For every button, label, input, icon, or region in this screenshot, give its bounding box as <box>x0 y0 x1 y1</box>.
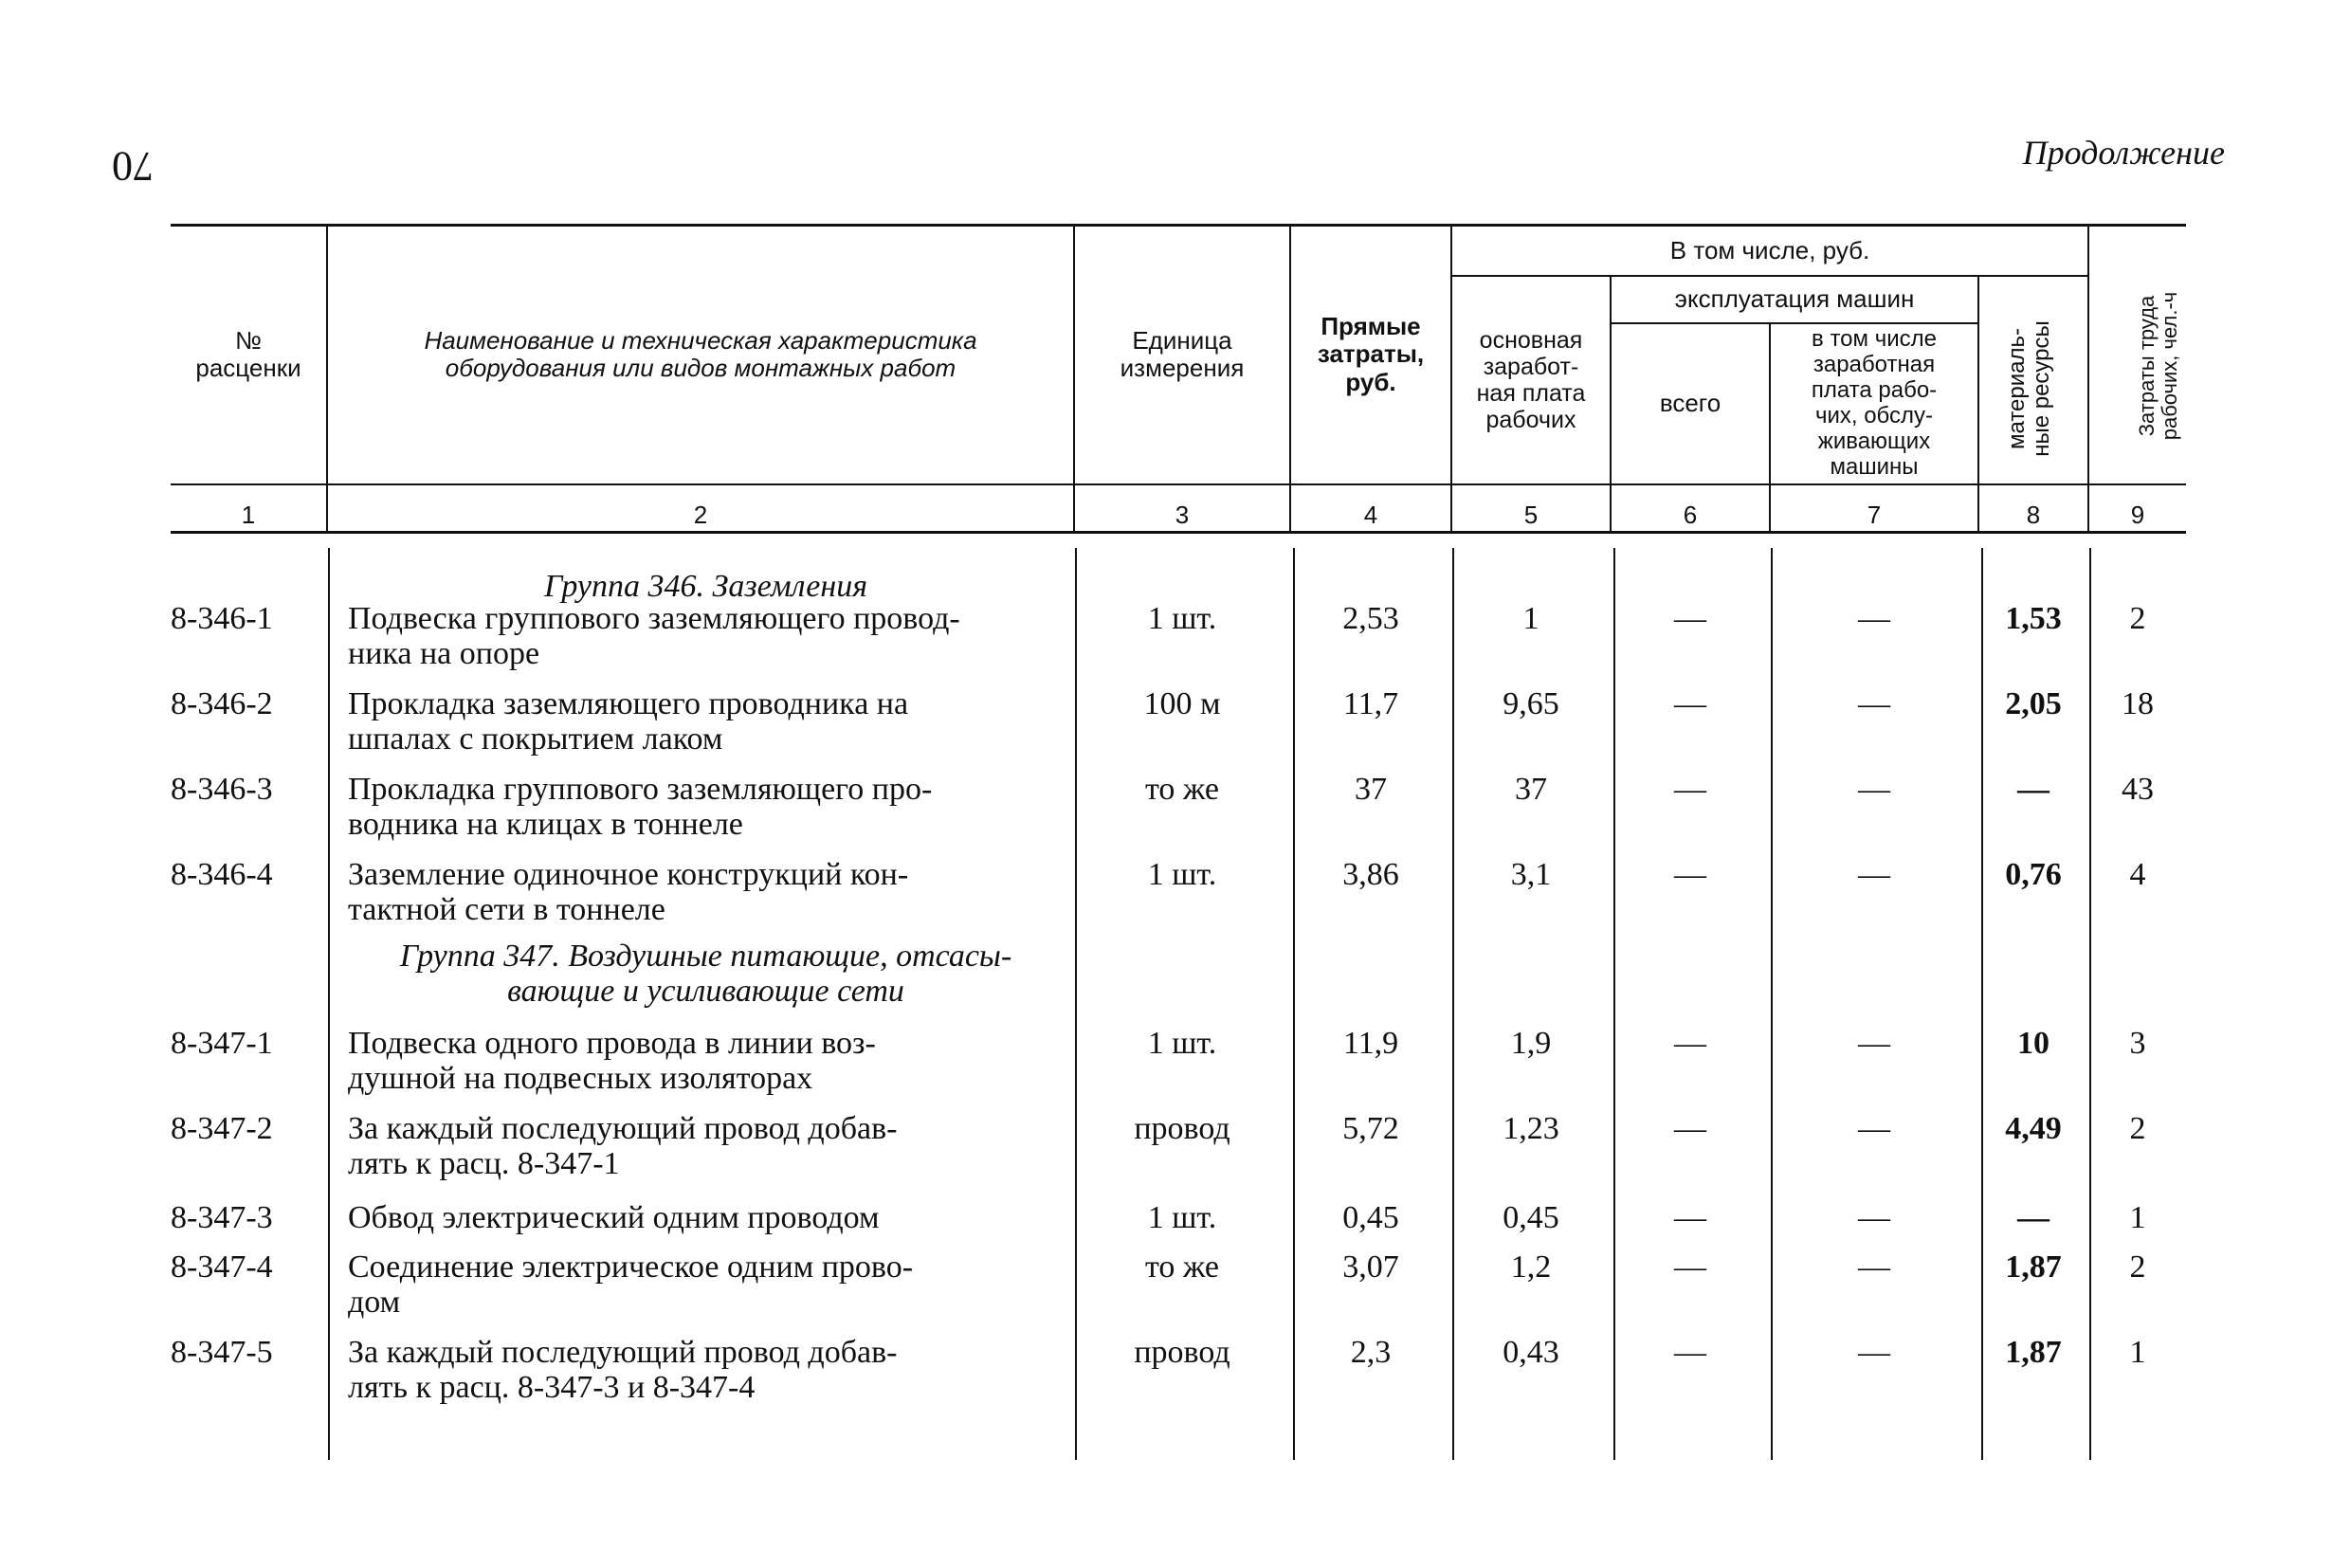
body-divider <box>1075 548 1077 1460</box>
cell-mach-total: — <box>1674 686 1706 721</box>
group-title: Группа 346. Заземления <box>543 569 867 604</box>
rate-code: 8-347-3 <box>171 1200 273 1235</box>
cell-direct: 3,07 <box>1342 1249 1399 1285</box>
cell-direct: 37 <box>1355 772 1387 807</box>
cell-mach-wage: — <box>1858 1026 1890 1061</box>
numbers-bottom-rule <box>171 531 2186 534</box>
cell-labor: 1 <box>2129 1335 2146 1370</box>
cell-wage: 0,45 <box>1503 1200 1559 1235</box>
header-unit: Единица измерения <box>1120 325 1245 382</box>
cell-materials: 1,87 <box>2005 1249 2062 1285</box>
col-number: 5 <box>1523 501 1539 529</box>
cell-direct: 11,7 <box>1342 686 1399 721</box>
cell-mach-wage: — <box>1858 601 1890 636</box>
cell-wage: 1,9 <box>1510 1026 1552 1061</box>
cell-unit: 100 м <box>1143 686 1221 721</box>
cell-mach-wage: — <box>1858 772 1890 807</box>
header-name: Наименование и техническая характеристика оборудования или видов монтажных работ <box>424 325 977 382</box>
cell-wage: 3,1 <box>1510 857 1552 892</box>
cell-materials: 2,05 <box>2005 686 2062 721</box>
cell-labor: 43 <box>2122 772 2154 807</box>
cell-materials: 1,87 <box>2005 1335 2062 1370</box>
cell-materials: 1,53 <box>2005 601 2062 636</box>
rate-code: 8-347-1 <box>171 1026 273 1061</box>
work-name: Прокладка заземляющего проводника на шпалах с покрытием лаком <box>348 686 909 757</box>
col-number: 3 <box>1175 501 1190 529</box>
cell-wage: 0,43 <box>1503 1335 1559 1370</box>
body-divider <box>1981 548 1983 1460</box>
cell-labor: 18 <box>2122 686 2154 721</box>
cell-labor: 2 <box>2129 601 2146 636</box>
header-labor: Затраты труда рабочих, чел.-ч <box>2135 291 2182 441</box>
cell-labor: 2 <box>2129 1249 2146 1285</box>
col-number: 2 <box>693 501 708 529</box>
cell-materials: 0,76 <box>2005 857 2062 892</box>
continuation-label: Продолжение <box>2022 134 2225 172</box>
rate-code: 8-346-2 <box>171 686 273 721</box>
cell-unit: 1 шт. <box>1147 1200 1217 1235</box>
cell-labor: 2 <box>2129 1111 2146 1146</box>
cell-materials: 4,49 <box>2005 1111 2062 1146</box>
cell-unit: провод <box>1134 1111 1230 1146</box>
work-name: За каждый последующий провод добав- лять к расц. 8-347-1 <box>348 1111 898 1182</box>
cell-unit: то же <box>1144 1249 1220 1285</box>
work-name: Заземление одиночное конструкций кон- тактной сети в тоннеле <box>348 857 909 928</box>
work-name: Прокладка группового заземляющего про- водника на клицах в тоннеле <box>348 772 933 843</box>
col-number: 9 <box>2130 501 2145 529</box>
body-divider <box>1452 548 1454 1460</box>
cell-unit: то же <box>1144 772 1220 807</box>
col-divider <box>2087 226 2089 531</box>
cell-wage: 37 <box>1515 772 1547 807</box>
body-divider <box>1613 548 1615 1460</box>
cell-labor: 1 <box>2129 1200 2146 1235</box>
col-number: 1 <box>241 501 256 529</box>
cell-materials: 10 <box>2017 1026 2049 1061</box>
cell-direct: 0,45 <box>1342 1200 1399 1235</box>
cell-direct: 5,72 <box>1342 1111 1399 1146</box>
cell-direct: 11,9 <box>1342 1026 1399 1061</box>
page-number: 70 <box>112 143 154 190</box>
cell-mach-wage: — <box>1858 1249 1890 1285</box>
rate-code: 8-347-2 <box>171 1111 273 1146</box>
body-divider <box>328 548 330 1460</box>
rate-code: 8-346-1 <box>171 601 273 636</box>
cell-labor: 3 <box>2129 1026 2146 1061</box>
cell-labor: 4 <box>2129 857 2146 892</box>
body-divider <box>1771 548 1773 1460</box>
cell-materials: — <box>2017 772 2049 807</box>
cell-mach-total: — <box>1674 1200 1706 1235</box>
header-materials: материаль- ные ресурсы <box>2004 320 2055 457</box>
col-number: 8 <box>2026 501 2041 529</box>
cell-direct: 2,53 <box>1342 601 1399 636</box>
cell-wage: 1,23 <box>1503 1111 1559 1146</box>
cell-wage: 1 <box>1522 601 1539 636</box>
cell-mach-total: — <box>1674 1335 1706 1370</box>
cell-mach-total: — <box>1674 601 1706 636</box>
header-direct-costs: Прямые затраты, руб. <box>1317 312 1425 396</box>
cell-direct: 2,3 <box>1350 1335 1392 1370</box>
header-wage: основная заработ- ная плата рабочих <box>1476 327 1586 433</box>
cell-mach-wage: — <box>1858 686 1890 721</box>
work-name: Подвеска группового заземляющего провод- ника на опоре <box>348 601 960 672</box>
cell-mach-wage: — <box>1858 1200 1890 1235</box>
col-number: 7 <box>1867 501 1882 529</box>
col-number: 6 <box>1683 501 1698 529</box>
rate-code: 8-347-5 <box>171 1335 273 1370</box>
rate-code: 8-346-4 <box>171 857 273 892</box>
work-name: Подвеска одного провода в линии воз- душной на подвесных изоляторах <box>348 1026 876 1097</box>
cell-mach-total: — <box>1674 1111 1706 1146</box>
cell-mach-total: — <box>1674 1249 1706 1285</box>
rate-code: 8-347-4 <box>171 1249 273 1285</box>
col-number: 4 <box>1363 501 1378 529</box>
cell-materials: — <box>2017 1200 2049 1235</box>
work-name: За каждый последующий провод добав- лять к расц. 8-347-3 и 8-347-4 <box>348 1335 898 1406</box>
cell-mach-wage: — <box>1858 1335 1890 1370</box>
work-name: Обвод электрический одним проводом <box>348 1200 880 1235</box>
body-divider <box>1293 548 1295 1460</box>
work-name: Соединение электрическое одним прово- дом <box>348 1249 914 1321</box>
header-mach-wage: в том числе заработная плата рабо- чих, обслу- живающих машины <box>1811 326 1938 480</box>
group-title: Группа 347. Воздушные питающие, отсасы- вающие и усиливающие сети <box>399 939 1012 1010</box>
cell-wage: 9,65 <box>1503 686 1559 721</box>
cell-mach-total: — <box>1674 857 1706 892</box>
header-bottom-rule <box>171 483 2186 485</box>
cell-mach-wage: — <box>1858 857 1890 892</box>
cell-mach-total: — <box>1674 1026 1706 1061</box>
cell-mach-wage: — <box>1858 1111 1890 1146</box>
header-code: № расценки <box>195 325 301 382</box>
cell-direct: 3,86 <box>1342 857 1399 892</box>
col-divider <box>1977 277 1979 531</box>
cell-unit: 1 шт. <box>1147 1026 1217 1061</box>
rate-code: 8-346-3 <box>171 772 273 807</box>
cell-unit: провод <box>1134 1335 1230 1370</box>
body-divider <box>2089 548 2091 1460</box>
header-machines: эксплуатация машин <box>1674 284 1915 314</box>
header-group: В том числе, руб. <box>1669 236 1870 265</box>
cell-wage: 1,2 <box>1510 1249 1552 1285</box>
cell-unit: 1 шт. <box>1147 601 1217 636</box>
cell-unit: 1 шт. <box>1147 857 1217 892</box>
header-mach-total: всего <box>1659 389 1722 418</box>
cell-mach-total: — <box>1674 772 1706 807</box>
